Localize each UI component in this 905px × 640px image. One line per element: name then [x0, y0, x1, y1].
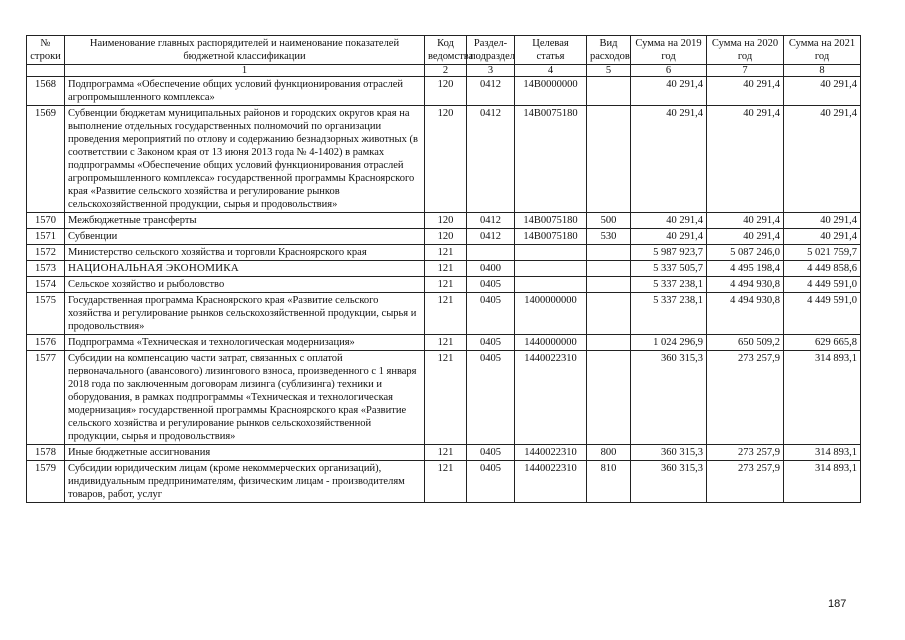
table-row	[27, 335, 861, 351]
table-row	[27, 213, 861, 229]
row-number: 1572	[27, 245, 65, 261]
expense-type-code: 500	[587, 213, 631, 229]
header-expense-type: Вид расходов	[587, 36, 631, 65]
target-item-code	[515, 245, 587, 261]
column-index: 6	[631, 65, 707, 77]
sum-2019: 5 337 238,1	[631, 293, 707, 335]
sum-2020: 650 509,2	[707, 335, 784, 351]
sum-2020: 40 291,4	[707, 229, 784, 245]
department-code: 121	[425, 461, 467, 503]
expense-type-code	[587, 293, 631, 335]
row-name: Иные бюджетные ассигнования	[65, 445, 425, 461]
column-index: 3	[467, 65, 515, 77]
column-index: 1	[65, 65, 425, 77]
sum-2020: 273 257,9	[707, 351, 784, 445]
row-name: Субвенции	[65, 229, 425, 245]
sum-2019: 5 337 505,7	[631, 261, 707, 277]
row-number: 1579	[27, 461, 65, 503]
sum-2020: 40 291,4	[707, 77, 784, 106]
row-number: 1578	[27, 445, 65, 461]
sum-2020: 4 494 930,8	[707, 293, 784, 335]
sum-2021: 629 665,8	[784, 335, 861, 351]
table-row	[27, 293, 861, 335]
section-code: 0405	[467, 335, 515, 351]
section-code: 0412	[467, 213, 515, 229]
budget-table	[26, 35, 861, 503]
row-name: НАЦИОНАЛЬНАЯ ЭКОНОМИКА	[65, 261, 425, 277]
expense-type-code	[587, 335, 631, 351]
target-item-code: 14В0000000	[515, 77, 587, 106]
table-row	[27, 445, 861, 461]
row-number: 1571	[27, 229, 65, 245]
page-number: 187	[828, 598, 847, 610]
section-code: 0405	[467, 277, 515, 293]
expense-type-code: 810	[587, 461, 631, 503]
column-index	[27, 65, 65, 77]
section-code: 0405	[467, 351, 515, 445]
table-row	[27, 77, 861, 106]
expense-type-code	[587, 106, 631, 213]
sum-2020: 273 257,9	[707, 445, 784, 461]
sum-2021: 40 291,4	[784, 229, 861, 245]
header-sum-2020: Сумма на 2020 год	[707, 36, 784, 65]
department-code: 120	[425, 213, 467, 229]
department-code: 121	[425, 335, 467, 351]
column-index: 8	[784, 65, 861, 77]
row-name: Сельское хозяйство и рыболовство	[65, 277, 425, 293]
expense-type-code	[587, 351, 631, 445]
sum-2021: 314 893,1	[784, 461, 861, 503]
section-code: 0405	[467, 445, 515, 461]
row-name: Министерство сельского хозяйства и торговли Красноярского края	[65, 245, 425, 261]
section-code: 0412	[467, 106, 515, 213]
sum-2021: 4 449 858,6	[784, 261, 861, 277]
row-number: 1575	[27, 293, 65, 335]
target-item-code: 1400000000	[515, 293, 587, 335]
department-code: 121	[425, 351, 467, 445]
department-code: 121	[425, 277, 467, 293]
sum-2019: 5 337 238,1	[631, 277, 707, 293]
expense-type-code: 530	[587, 229, 631, 245]
sum-2019: 40 291,4	[631, 213, 707, 229]
sum-2019: 40 291,4	[631, 229, 707, 245]
header-name: Наименование главных распорядителей и наименование показателей бюджетной классификации	[65, 36, 425, 65]
header-section: Раздел-подраздел	[467, 36, 515, 65]
table-row	[27, 461, 861, 503]
section-code: 0405	[467, 461, 515, 503]
expense-type-code: 800	[587, 445, 631, 461]
sum-2019: 40 291,4	[631, 106, 707, 213]
department-code: 121	[425, 261, 467, 277]
sum-2019: 5 987 923,7	[631, 245, 707, 261]
header-department-code: Код ведомства	[425, 36, 467, 65]
table-body	[27, 77, 861, 503]
header-sum-2019: Сумма на 2019 год	[631, 36, 707, 65]
sum-2021: 4 449 591,0	[784, 293, 861, 335]
sum-2021: 40 291,4	[784, 106, 861, 213]
row-name: Подпрограмма «Обеспечение общих условий функционирования отраслей агропромышленного комплекса»	[65, 77, 425, 106]
table-row	[27, 261, 861, 277]
target-item-code	[515, 277, 587, 293]
row-name: Субвенции бюджетам муниципальных районов и городских округов края на выполнение отдельных государственных полномочий по организации проведения мероприятий по отлову и содержанию безнадзорных животных (в соответствии с Законом края от 13 июня 2013 года № 4-1402) в рамках подпрограммы «Обеспечение общих условий функционирования отраслей агропромышленного комплекса» государственной программы Красноярского края «Развитие сельского хозяйства и регулирование рынков сельскохозяйственной продукции, сырья и продовольствия»	[65, 106, 425, 213]
row-number: 1577	[27, 351, 65, 445]
row-number: 1576	[27, 335, 65, 351]
table-row	[27, 351, 861, 445]
budget-document	[26, 35, 860, 503]
sum-2021: 4 449 591,0	[784, 277, 861, 293]
sum-2020: 4 494 930,8	[707, 277, 784, 293]
row-name: Субсидии на компенсацию части затрат, связанных с оплатой первоначального (авансового) лизингового взноса, произведенного с 1 января 2018 года по заключенным договорам лизинга (сублизинга) техники и оборудования, в рамках подпрограммы «Техническая и технологическая модернизация» государственной программы Красноярского края «Развитие сельского хозяйства и регулирование рынков сельскохозяйственной продукции, сырья и продовольствия»	[65, 351, 425, 445]
table-row	[27, 277, 861, 293]
expense-type-code	[587, 277, 631, 293]
sum-2021: 40 291,4	[784, 77, 861, 106]
section-code: 0400	[467, 261, 515, 277]
expense-type-code	[587, 261, 631, 277]
row-name: Государственная программа Красноярского края «Развитие сельского хозяйства и регулирование рынков сельскохозяйственной продукции, сырья и продовольствия»	[65, 293, 425, 335]
sum-2021: 5 021 759,7	[784, 245, 861, 261]
section-code: 0412	[467, 77, 515, 106]
department-code: 120	[425, 229, 467, 245]
row-number: 1570	[27, 213, 65, 229]
department-code: 120	[425, 77, 467, 106]
row-number: 1574	[27, 277, 65, 293]
sum-2020: 273 257,9	[707, 461, 784, 503]
row-name: Межбюджетные трансферты	[65, 213, 425, 229]
column-index-row	[27, 65, 861, 77]
sum-2020: 40 291,4	[707, 106, 784, 213]
column-index: 7	[707, 65, 784, 77]
section-code: 0412	[467, 229, 515, 245]
column-index: 2	[425, 65, 467, 77]
expense-type-code	[587, 77, 631, 106]
sum-2021: 40 291,4	[784, 213, 861, 229]
table-row	[27, 229, 861, 245]
row-number: 1569	[27, 106, 65, 213]
sum-2019: 360 315,3	[631, 461, 707, 503]
sum-2019: 1 024 296,9	[631, 335, 707, 351]
sum-2019: 40 291,4	[631, 77, 707, 106]
expense-type-code	[587, 245, 631, 261]
department-code: 121	[425, 445, 467, 461]
target-item-code: 1440022310	[515, 461, 587, 503]
sum-2020: 4 495 198,4	[707, 261, 784, 277]
target-item-code: 14В0075180	[515, 229, 587, 245]
department-code: 121	[425, 293, 467, 335]
header-row	[27, 36, 861, 65]
target-item-code: 1440022310	[515, 445, 587, 461]
table-row	[27, 106, 861, 213]
sum-2020: 40 291,4	[707, 213, 784, 229]
row-name: Субсидии юридическим лицам (кроме некоммерческих организаций), индивидуальным предпринимателям, физическим лицам - производителям товаров, работ, услуг	[65, 461, 425, 503]
department-code: 120	[425, 106, 467, 213]
sum-2020: 5 087 246,0	[707, 245, 784, 261]
target-item-code: 1440000000	[515, 335, 587, 351]
section-code: 0405	[467, 293, 515, 335]
header-row-number: № строки	[27, 36, 65, 65]
section-code	[467, 245, 515, 261]
sum-2019: 360 315,3	[631, 351, 707, 445]
sum-2021: 314 893,1	[784, 351, 861, 445]
target-item-code: 1440022310	[515, 351, 587, 445]
target-item-code: 14В0075180	[515, 213, 587, 229]
sum-2021: 314 893,1	[784, 445, 861, 461]
department-code: 121	[425, 245, 467, 261]
target-item-code: 14В0075180	[515, 106, 587, 213]
column-index: 5	[587, 65, 631, 77]
row-name: Подпрограмма «Техническая и технологическая модернизация»	[65, 335, 425, 351]
column-index: 4	[515, 65, 587, 77]
header-target-item: Целевая статья	[515, 36, 587, 65]
header-sum-2021: Сумма на 2021 год	[784, 36, 861, 65]
sum-2019: 360 315,3	[631, 445, 707, 461]
row-number: 1573	[27, 261, 65, 277]
row-number: 1568	[27, 77, 65, 106]
target-item-code	[515, 261, 587, 277]
table-row	[27, 245, 861, 261]
